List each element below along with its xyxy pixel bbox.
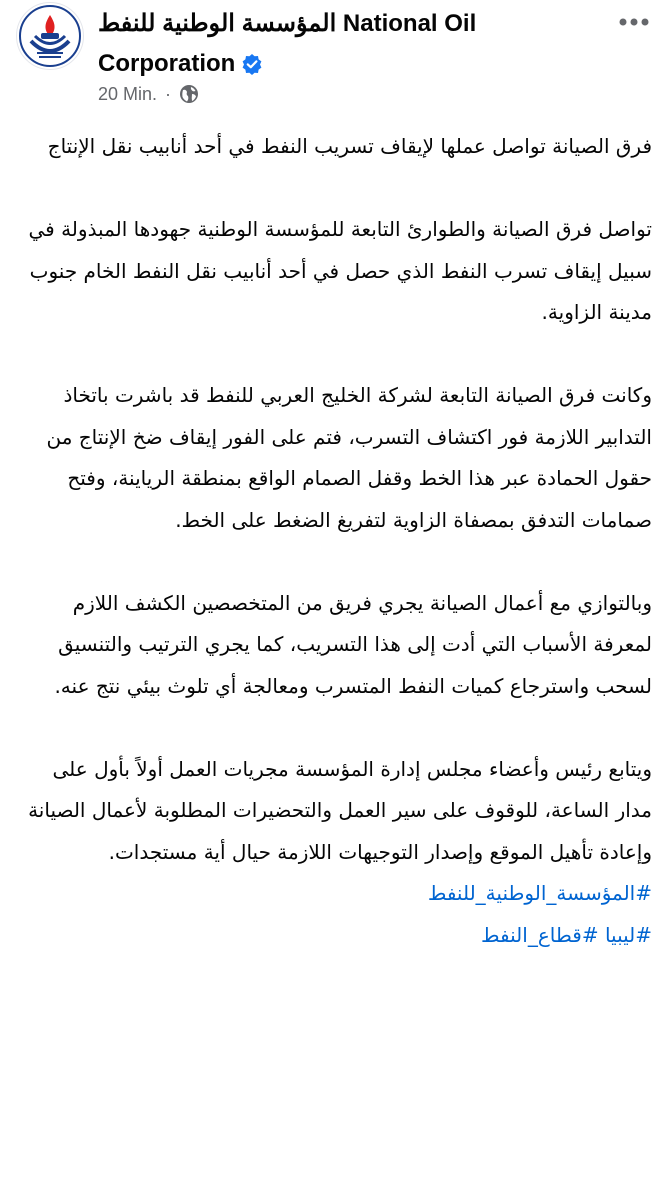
post-paragraph: تواصل فرق الصيانة والطوارئ التابعة للمؤسسة الوطنية جهودها المبذولة في سبيل إيقاف تسرب النفط الذي حصل في أحد أنابيب نقل النفط الخام جنوب مدينة الزاوية. — [28, 217, 652, 324]
page-name-english-2: Corporation — [98, 50, 236, 77]
noc-logo-icon — [17, 3, 83, 69]
page-name-link[interactable] — [98, 4, 598, 88]
more-horizontal-icon — [618, 17, 650, 27]
page-name-english-1: National Oil — [342, 10, 477, 37]
hashtag-link-libya-oil-sector[interactable]: #ليبيا #قطاع_النفط — [481, 922, 652, 947]
post-text — [20, 126, 652, 956]
verified-badge-icon — [241, 48, 263, 88]
page-avatar[interactable] — [16, 2, 84, 70]
hashtag-link-noc[interactable]: #المؤسسة_الوطنية_للنفط — [427, 881, 652, 905]
post-paragraph: ويتابع رئيس وأعضاء مجلس إدارة المؤسسة مجريات العمل أولاً بأول على مدار الساعة، للوقوف على سير العمل والتحضيرات المطلوبة لأعمال الصيانة وإعادة تأهيل الموقع وإصدار التوجيهات اللازمة حيال أية مستجدات. — [28, 756, 652, 864]
meta-separator: · — [165, 83, 172, 104]
post-paragraph: وبالتوازي مع أعمال الصيانة يجري فريق من المتخصصين الكشف اللازم لمعرفة الأسباب التي أدت إلى هذا التسريب، كما يجري الترتيب والتنسيق لسحب واسترجاع كميات النفط المتسرب ومعالجة أي تلوث بيئي نتج عنه. — [54, 590, 652, 698]
more-options-button[interactable] — [616, 8, 652, 36]
page-name-arabic: المؤسسة الوطنية للنفط — [98, 10, 337, 37]
post-meta — [98, 82, 199, 106]
post-paragraph-title: فرق الصيانة تواصل عملها لإيقاف تسريب النفط في أحد أنابيب نقل الإنتاج — [47, 134, 652, 158]
globe-icon[interactable] — [179, 84, 199, 104]
post-header — [0, 0, 672, 118]
post-timestamp[interactable]: 20 Min. — [98, 83, 158, 104]
post-paragraph: وكانت فرق الصيانة التابعة لشركة الخليج العربي للنفط قد باشرت باتخاذ التدابير اللازمة فور اكتشاف التسرب، فتم على الفور إيقاف ضخ الإنتاج من حقول الحمادة عبر هذا الخط وقفل الصمام الواقع بمنطقة الرياينة، وفتح صمامات التدفق بمصفاة الزاوية لتفريغ الضغط على الخط. — [46, 383, 652, 532]
